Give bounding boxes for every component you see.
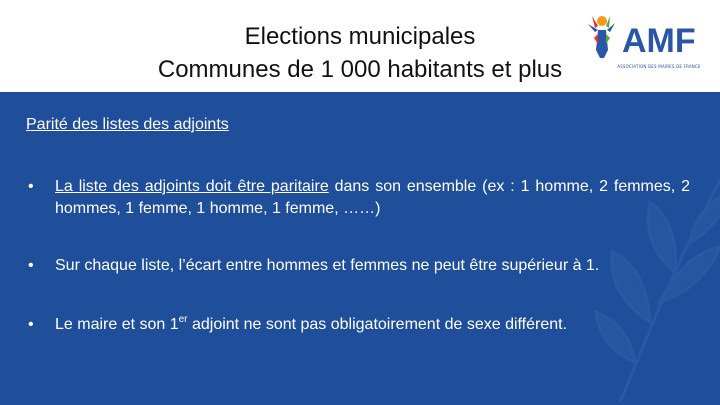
bullet-text-1 (55, 176, 690, 220)
amf-figure-logo-icon (584, 10, 716, 62)
bullet-marker: • (28, 178, 34, 195)
amf-logo (584, 10, 716, 70)
content-panel (0, 92, 720, 405)
slide-header (0, 0, 720, 92)
bullet-3-superscript: er (178, 313, 188, 325)
slide-title (100, 20, 620, 86)
bullet-item-1 (28, 176, 690, 220)
section-subtitle: Parité des listes des adjoints (26, 116, 229, 133)
bullet-3-before: Le maire et son 1 (55, 316, 179, 333)
bullet-item-3 (28, 314, 690, 336)
bullet-marker: • (28, 316, 34, 333)
bullet-1-underlined: La liste des adjoints doit être paritaire (55, 178, 329, 195)
logo-wordmark: AMF (622, 22, 696, 60)
bullet-3-after: adjoint ne sont pas obligatoirement de sexe différent. (187, 316, 568, 333)
title-line-2: Communes de 1 000 habitants et plus (157, 56, 563, 83)
bullet-text-3 (55, 314, 690, 336)
bullet-1-rest: dans son ensemble (ex : 1 homme, 2 femmes, 2 hommes, 1 femme, 1 homme, 1 femme, ……) (55, 178, 690, 217)
bullet-text-2: Sur chaque liste, l’écart entre hommes et femmes ne peut être supérieur à 1. (55, 257, 600, 274)
title-line-1: Elections municipales (244, 23, 476, 50)
bullet-marker: • (28, 257, 34, 274)
logo-tagline: ASSOCIATION DES MAIRES DE FRANCE (617, 64, 701, 69)
bullet-item-2 (28, 255, 690, 277)
